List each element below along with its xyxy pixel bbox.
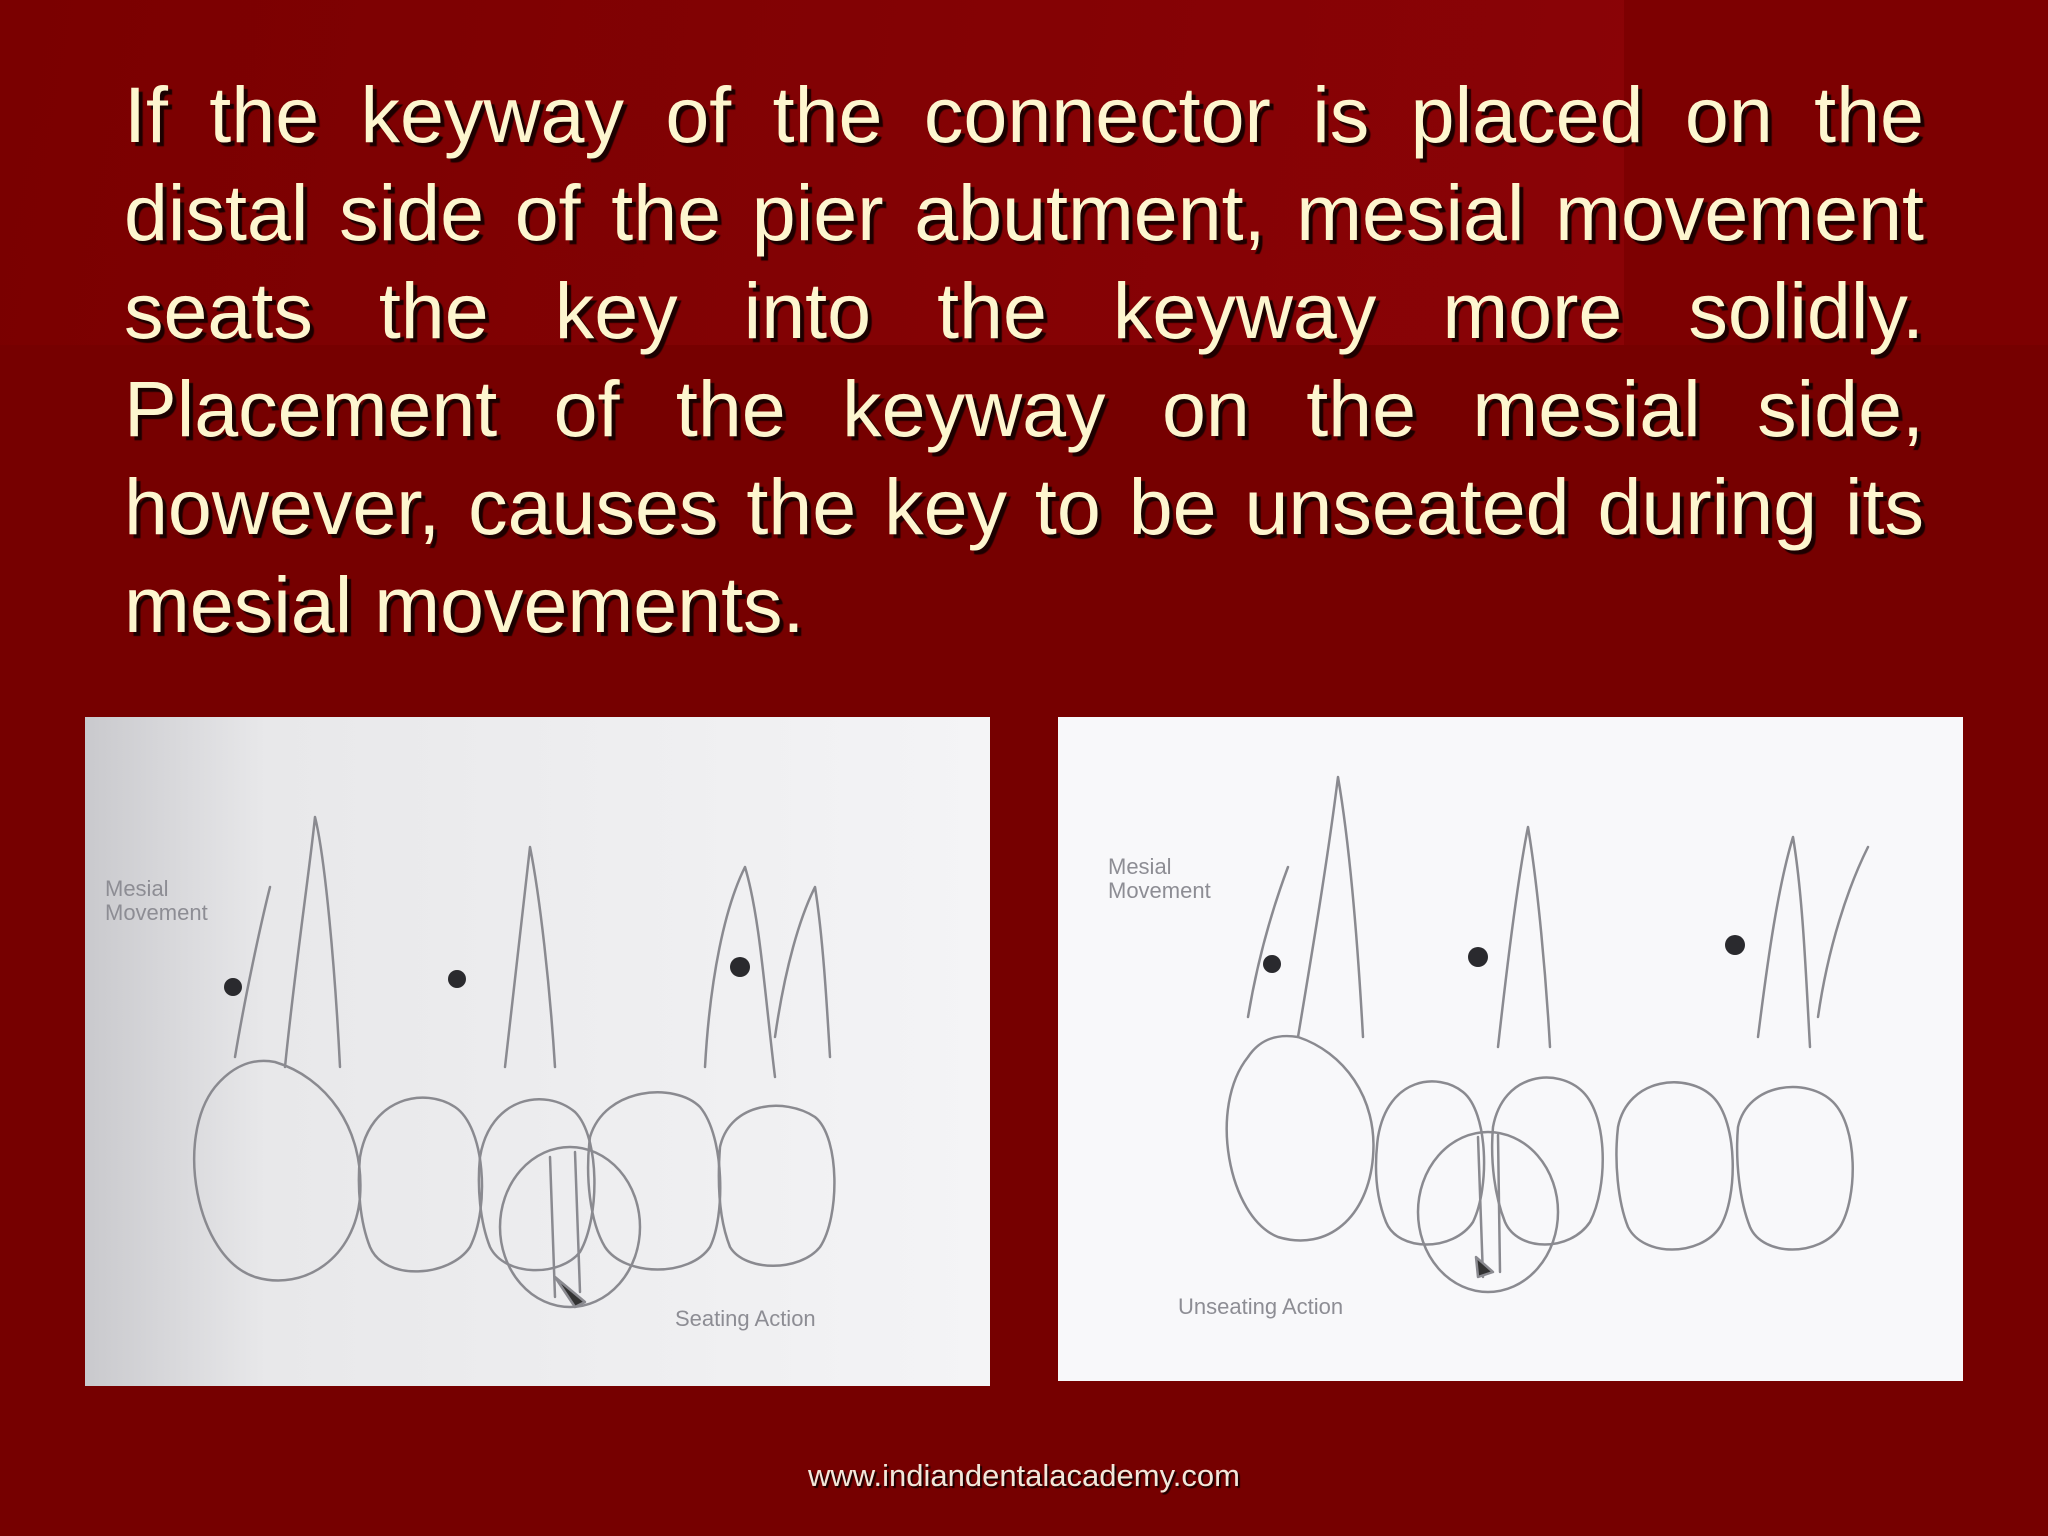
seating-diagram: [85, 717, 990, 1386]
slide-body-text: If the keyway of the connector is placed on the distal side of the pier abutment, mesial movement seats the key into the keyway more solidly. Placement of the keyway on the mesial side, however, causes the key to be unseated during its mesial movements.: [124, 70, 1924, 649]
tooth-crown: [719, 1106, 835, 1266]
unseating-diagram: [1058, 717, 1963, 1381]
tooth-root: [1248, 867, 1288, 1017]
tooth-crown: [1616, 1082, 1732, 1249]
tooth-crown: [1737, 1087, 1853, 1249]
marker-dot: [1468, 947, 1488, 967]
tooth-root: [775, 887, 830, 1057]
marker-dot: [224, 978, 242, 996]
footer-url: www.indiandentalacademy.com: [808, 1458, 1240, 1493]
figure-unseating-action: [1058, 717, 1963, 1381]
tooth-crown: [1376, 1081, 1484, 1244]
tooth-crown: [194, 1061, 360, 1281]
tooth-crown: [359, 1098, 482, 1272]
tooth-root: [1298, 777, 1363, 1037]
figure-label-action: Unseating Action: [1178, 1294, 1344, 1319]
tooth-root: [1818, 847, 1868, 1017]
tooth-crown: [1227, 1036, 1374, 1240]
marker-dot: [1263, 955, 1281, 973]
key-circle: [500, 1147, 640, 1307]
figure-label-action: Seating Action: [675, 1306, 816, 1331]
tooth-root: [235, 887, 270, 1057]
tooth-root: [505, 847, 555, 1067]
figure-seating-action: [85, 717, 990, 1386]
tooth-crown: [588, 1092, 720, 1269]
tooth-root: [1498, 827, 1550, 1047]
marker-dot: [1725, 935, 1745, 955]
tooth-crown: [1492, 1078, 1603, 1245]
marker-dot: [448, 970, 466, 988]
figure-label-movement: Mesial Movement: [1108, 854, 1211, 903]
figure-label-movement: Mesial Movement: [105, 876, 208, 925]
tooth-root: [285, 817, 340, 1067]
tooth-root: [1758, 837, 1810, 1047]
marker-dot: [730, 957, 750, 977]
